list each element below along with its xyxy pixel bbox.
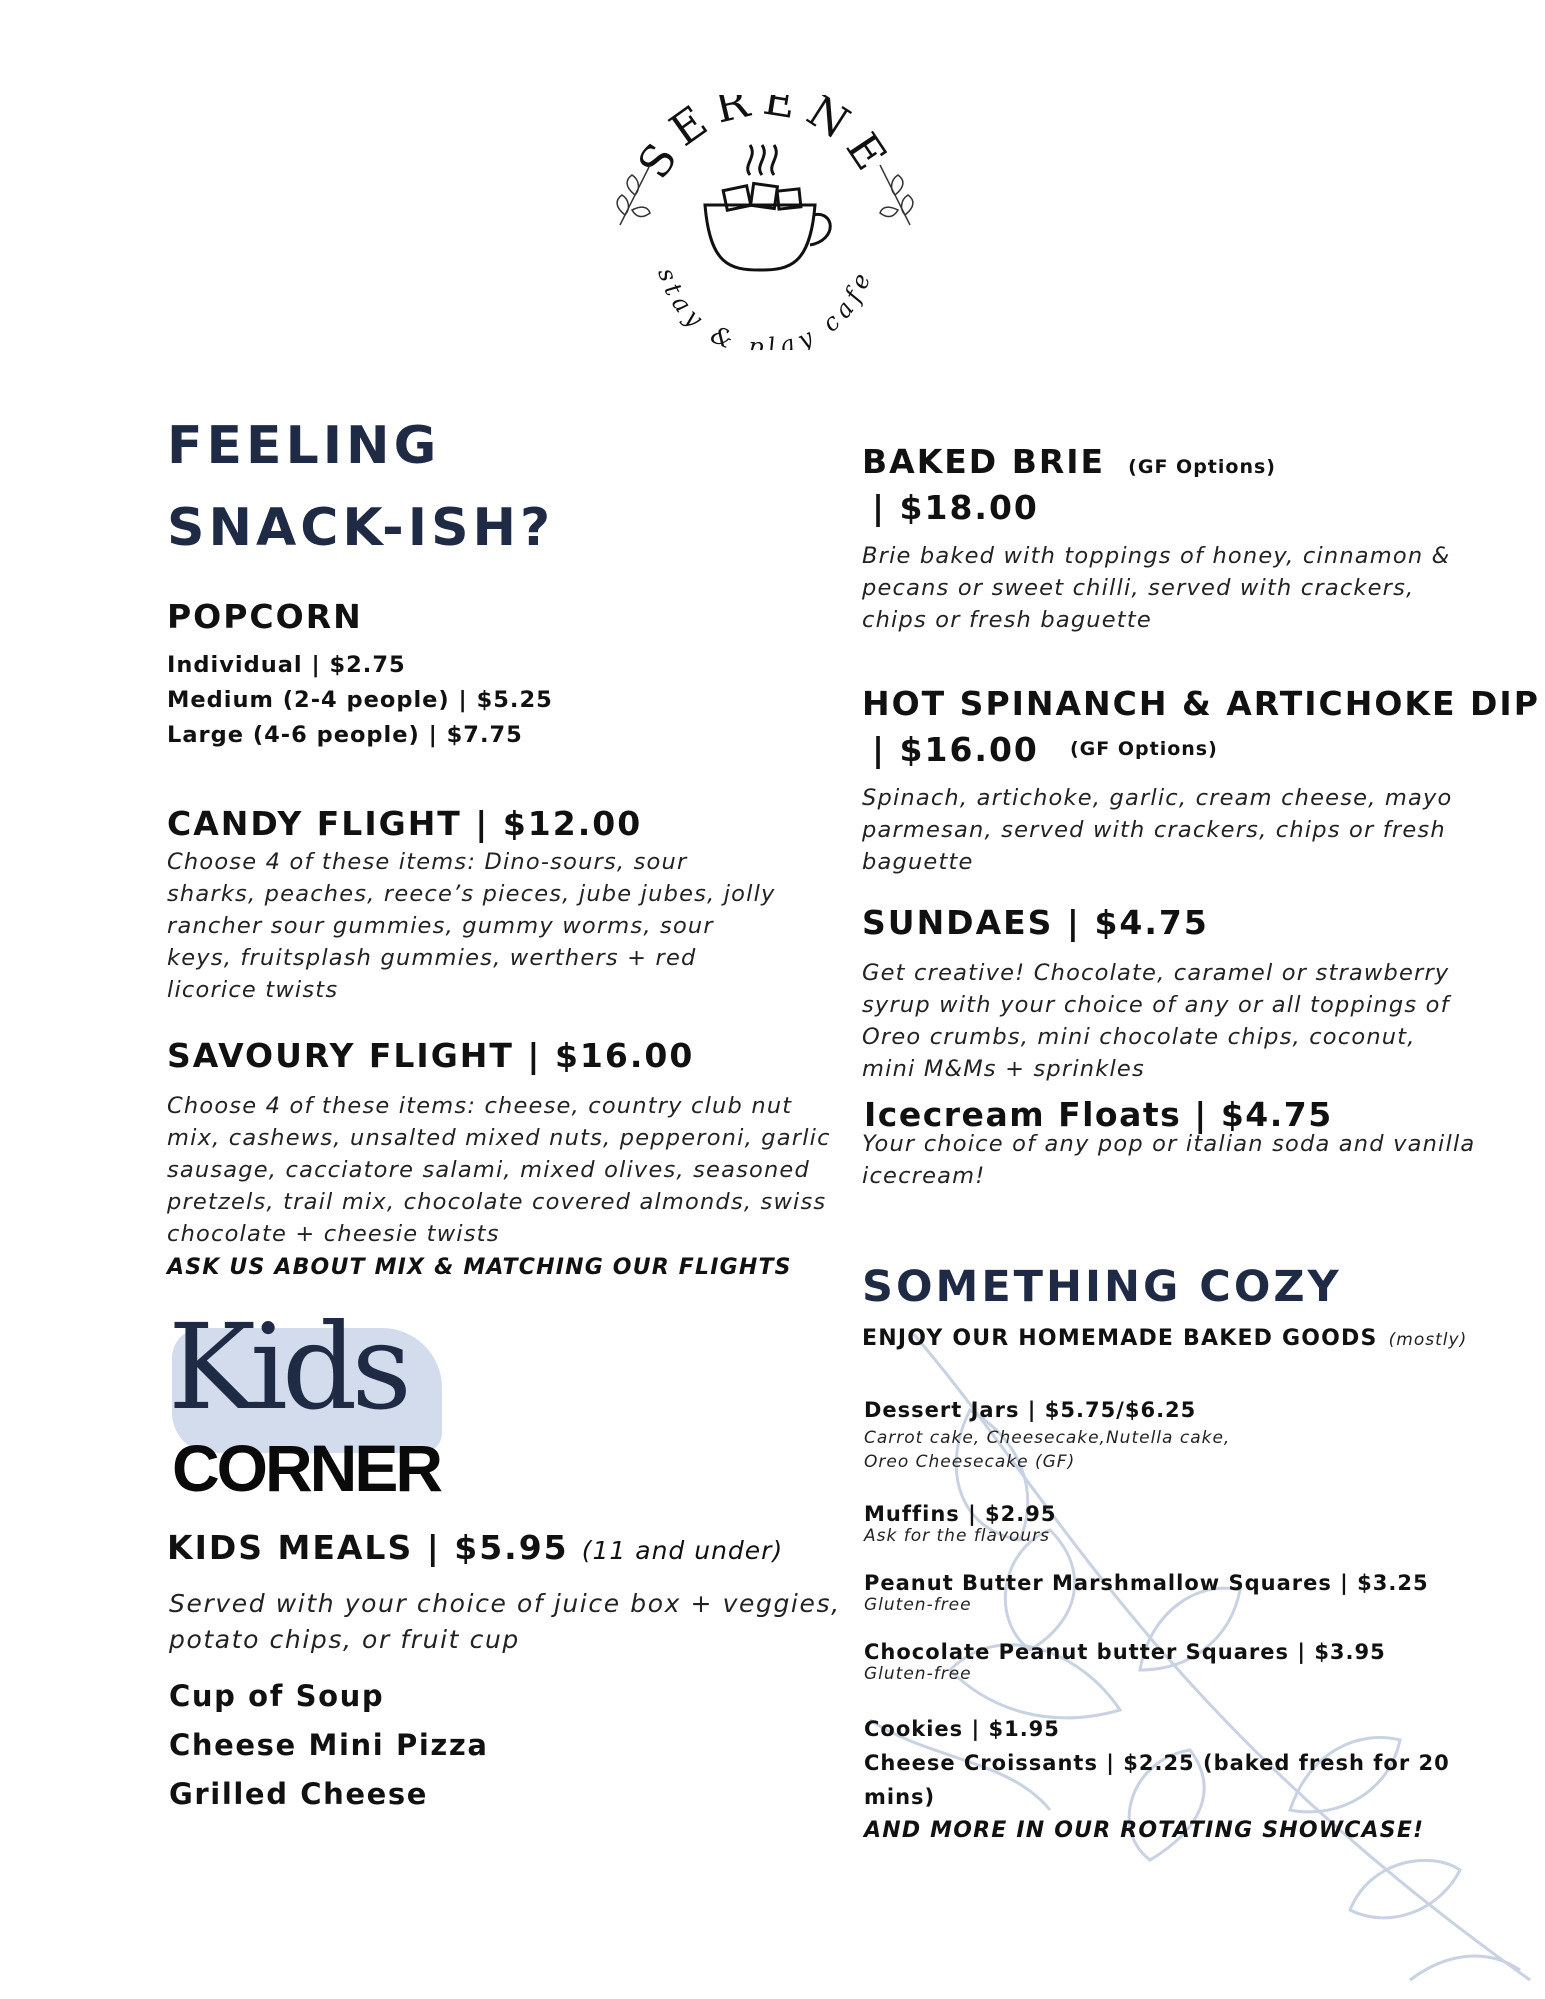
kids-item: Cup of Soup bbox=[169, 1679, 385, 1713]
kids-items-list bbox=[169, 1672, 489, 1819]
cafe-logo-mark bbox=[610, 95, 920, 350]
desc-line: licorice twists bbox=[167, 977, 339, 1003]
cozy-item-title: Peanut Butter Marshmallow Squares | $3.25 bbox=[864, 1571, 1429, 1595]
dip-description bbox=[862, 782, 1452, 878]
desc-line: Get creative! Chocolate, caramel or strawberry bbox=[862, 960, 1450, 986]
kids-item: Cheese Mini Pizza bbox=[169, 1728, 489, 1762]
cozy-item bbox=[864, 1640, 1386, 1684]
desc-line: pecans or sweet chilli, served with crackers, bbox=[862, 575, 1415, 601]
kids-meals-description bbox=[169, 1586, 841, 1658]
gf-options-badge: (GF Options) bbox=[1128, 456, 1276, 478]
desc-line: sharks, peaches, reece’s pieces, jube jubes, jolly bbox=[167, 881, 776, 907]
desc-line: parmesan, served with crackers, chips or fresh bbox=[862, 817, 1446, 843]
cozy-sub-note: (mostly) bbox=[1388, 1330, 1468, 1350]
sundaes-description bbox=[862, 957, 1450, 1085]
cozy-item-note: Gluten-free bbox=[864, 1664, 972, 1684]
desc-line: Spinach, artichoke, garlic, cream cheese, mayo bbox=[862, 785, 1453, 811]
desc-line: icecream! bbox=[862, 1163, 986, 1189]
desc-line: rancher sour gummies, gummy worms, sour bbox=[167, 913, 714, 939]
desc-line: Choose 4 of these items: cheese, country club nut bbox=[167, 1093, 793, 1119]
desc-line: Oreo crumbs, mini chocolate chips, coconut, bbox=[862, 1024, 1416, 1050]
cozy-item-note: Ask for the flavours bbox=[864, 1526, 1051, 1546]
cozy-heading: SOMETHING COZY bbox=[862, 1262, 1342, 1312]
savoury-flight-description bbox=[167, 1090, 831, 1250]
desc-line: Brie baked with toppings of honey, cinnamon & bbox=[862, 543, 1451, 569]
desc-line: potato chips, or fruit cup bbox=[169, 1625, 520, 1654]
desc-line: syrup with your choice of any or all toppings of bbox=[862, 992, 1450, 1018]
desc-line: sausage, cacciatore salami, mixed olives, seasoned bbox=[167, 1157, 810, 1183]
candy-flight-title: CANDY FLIGHT | $12.00 bbox=[167, 804, 643, 843]
cafe-logo bbox=[610, 95, 920, 350]
popcorn-list bbox=[167, 648, 553, 753]
desc-line: chips or fresh baguette bbox=[862, 607, 1152, 633]
desc-line: keys, fruitsplash gummies, werthers + red bbox=[167, 945, 697, 971]
showcase-note: AND MORE IN OUR ROTATING SHOWCASE! bbox=[864, 1818, 1425, 1843]
baked-brie-description bbox=[862, 540, 1450, 636]
desc-line: chocolate + cheesie twists bbox=[167, 1221, 500, 1247]
cozy-sub: ENJOY OUR HOMEMADE BAKED GOODS bbox=[862, 1326, 1378, 1351]
cozy-extra-items bbox=[864, 1712, 1450, 1848]
dip-price-row bbox=[872, 730, 1218, 769]
desc-line: baguette bbox=[862, 849, 974, 875]
desc-line: Served with your choice of juice box + veggies, bbox=[169, 1589, 841, 1618]
croissant-item: Cheese Croissants | $2.25 (baked fresh for 20 bbox=[864, 1751, 1450, 1775]
croissant-item-cont: mins) bbox=[864, 1785, 936, 1809]
cozy-subheading bbox=[862, 1326, 1467, 1351]
candy-flight-description bbox=[167, 846, 776, 1006]
kids-meals-heading bbox=[167, 1528, 783, 1567]
desc-line: Your choice of any pop or italian soda and vanilla bbox=[862, 1131, 1476, 1157]
svg-text:stay & play cafe: stay & play cafe bbox=[652, 264, 878, 350]
cookies-item: Cookies | $1.95 bbox=[864, 1717, 1060, 1741]
cozy-item-title: Chocolate Peanut butter Squares | $3.95 bbox=[864, 1640, 1386, 1664]
note-line: Oreo Cheesecake (GF) bbox=[864, 1452, 1076, 1472]
cozy-item bbox=[864, 1398, 1230, 1474]
desc-line: pretzels, trail mix, chocolate covered almonds, swiss bbox=[167, 1189, 827, 1215]
note-line: Carrot cake, Cheesecake,Nutella cake, bbox=[864, 1428, 1231, 1448]
snack-heading-line2: SNACK-ISH? bbox=[167, 498, 555, 558]
cozy-item-title: Dessert Jars | $5.75/$6.25 bbox=[864, 1398, 1197, 1422]
corner-logo-text: CORNER bbox=[172, 1431, 441, 1505]
cozy-item-note: Gluten-free bbox=[864, 1595, 972, 1615]
dip-title: HOT SPINANCH & ARTICHOKE DIP bbox=[862, 684, 1540, 723]
cozy-item-title: Muffins | $2.95 bbox=[864, 1502, 1057, 1526]
popcorn-item: Medium (2-4 people) | $5.25 bbox=[167, 687, 553, 713]
kids-meals-age: (11 and under) bbox=[581, 1536, 784, 1565]
kids-meals-title: KIDS MEALS | $5.95 bbox=[167, 1528, 569, 1567]
desc-line: mini M&Ms + sprinkles bbox=[862, 1056, 1145, 1082]
popcorn-item: Individual | $2.75 bbox=[167, 652, 406, 678]
icecream-floats-description bbox=[862, 1128, 1475, 1192]
baked-brie-title: BAKED BRIE bbox=[862, 442, 1106, 481]
popcorn-item: Large (4-6 people) | $7.75 bbox=[167, 722, 523, 748]
snack-heading-line1: FEELING bbox=[167, 416, 441, 476]
popcorn-title: POPCORN bbox=[167, 597, 363, 636]
baked-brie-price: | $18.00 bbox=[872, 488, 1039, 527]
cozy-item bbox=[864, 1571, 1429, 1615]
desc-line: Choose 4 of these items: Dino-sours, sour bbox=[167, 849, 688, 875]
kids-logo-text: Kids bbox=[168, 1298, 406, 1436]
cozy-item-note bbox=[864, 1426, 1230, 1474]
desc-line: mix, cashews, unsalted mixed nuts, pepperoni, garlic bbox=[167, 1125, 831, 1151]
cozy-item bbox=[864, 1502, 1057, 1546]
kids-item: Grilled Cheese bbox=[169, 1777, 429, 1811]
dip-price: | $16.00 bbox=[872, 730, 1039, 769]
flight-mix-note: ASK US ABOUT MIX & MATCHING OUR FLIGHTS bbox=[167, 1255, 792, 1280]
baked-brie-heading bbox=[862, 442, 1276, 481]
gf-options-badge: (GF Options) bbox=[1069, 738, 1218, 760]
savoury-flight-title: SAVOURY FLIGHT | $16.00 bbox=[167, 1036, 695, 1075]
svg-text:SERENE: SERENE bbox=[628, 95, 902, 188]
icecream-floats-title: Icecream Floats | $4.75 bbox=[864, 1095, 1333, 1134]
sundaes-title: SUNDAES | $4.75 bbox=[862, 903, 1209, 942]
snack-heading bbox=[167, 405, 554, 569]
